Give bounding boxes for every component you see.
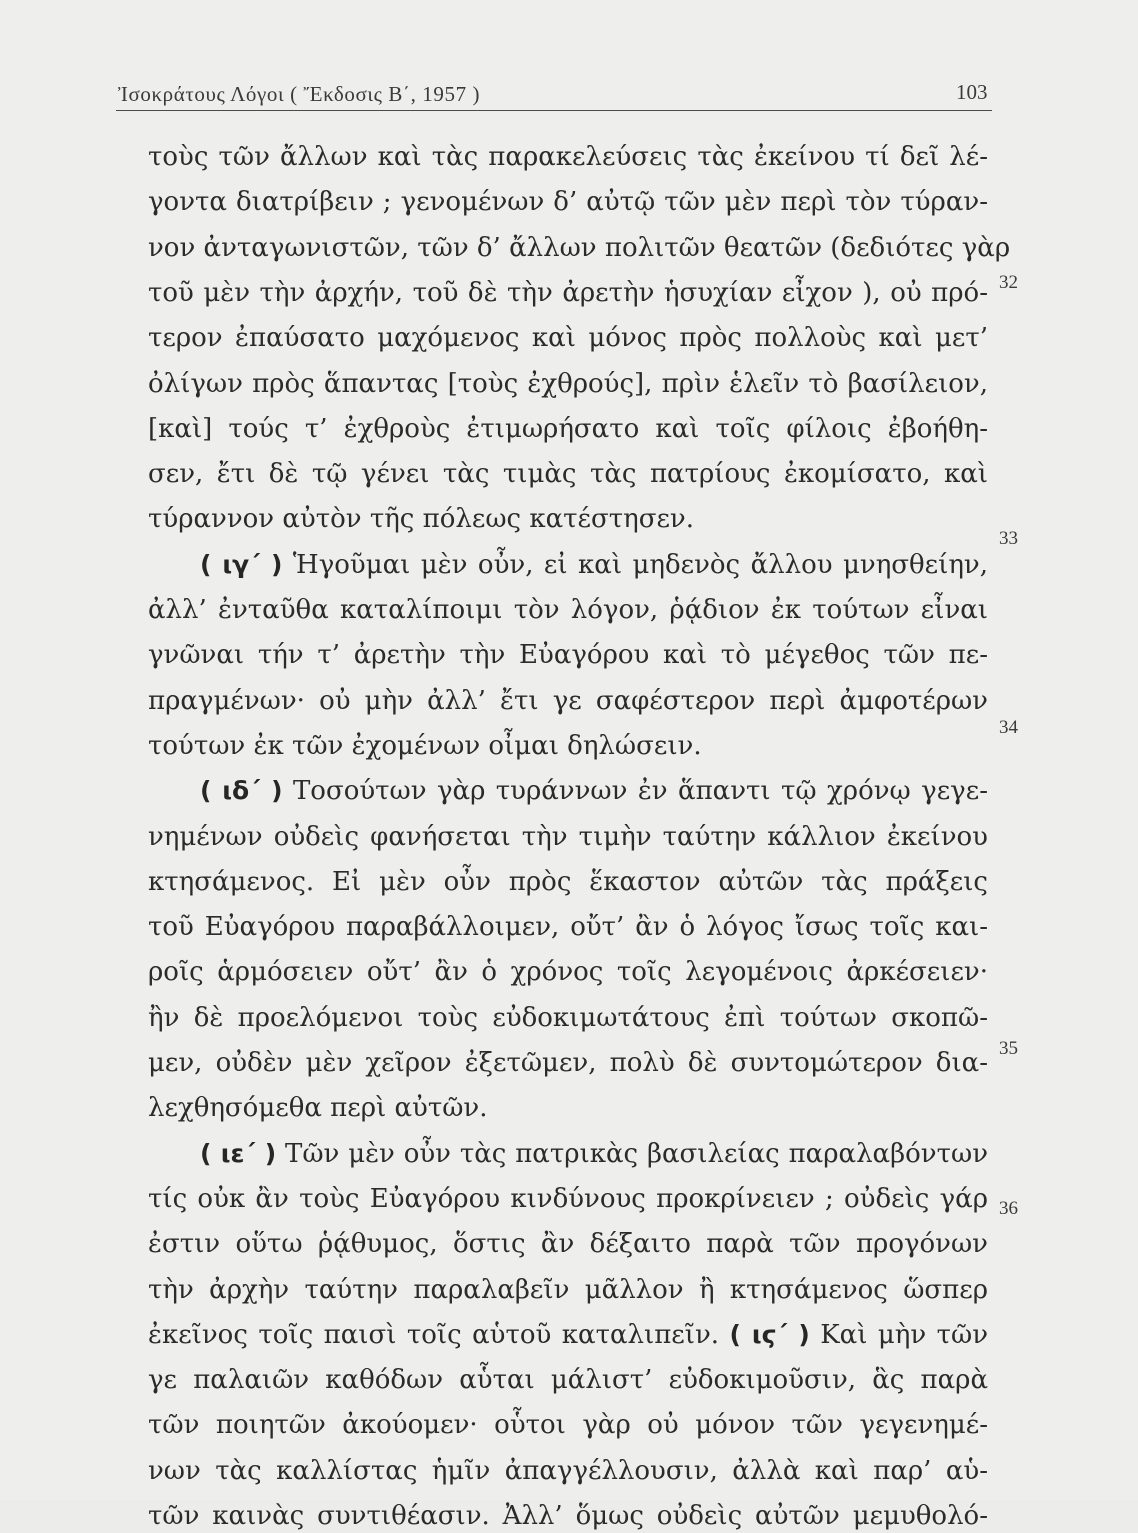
header-rule [116,110,992,111]
text-line [148,1001,988,1035]
text-line [148,1499,988,1533]
line-text: ἐστιν οὕτω ῥᾴθυμος, ὅστις ἂν δέξαιτο παρὰ τῶν προγόνων [148,1229,988,1259]
line-text: μεν, οὐδὲν μὲν χεῖρον ἐξετῶμεν, πολὺ δὲ συντομώτερον δια- [148,1048,988,1078]
section-label: ( ιγ΄ ) [200,550,283,579]
text-line [148,1408,988,1442]
page-number: 103 [956,80,988,104]
margin-section-number: 32 [999,272,1018,293]
margin-section-number: 36 [999,1198,1018,1219]
line-text: ἢν δὲ προελόμενοι τοὺς εὐδοκιμωτάτους ἐπὶ τούτων σκοπῶ- [148,1003,988,1033]
line-text: τύραννον αὐτὸν τῆς πόλεως κατέστησεν. [148,504,694,534]
text-line [200,548,988,582]
text-line [148,321,988,355]
line-text: ἐκεῖνος τοῖς παισὶ τοῖς αὑτοῦ καταλιπεῖν. [148,1320,720,1350]
text-line [148,185,988,219]
line-text: Ἡγοῦμαι μὲν οὖν, εἰ καὶ μηδενὸς ἄλλου μνησθείην, [282,550,988,580]
line-text: τερον ἐπαύσατο μαχόμενος καὶ μόνος πρὸς πολλοὺς καὶ μετ’ [148,323,988,353]
line-text: ροῖς ἁρμόσειεν οὔτ’ ἂν ὁ χρόνος τοῖς λεγομένοις ἀρκέσειεν· [148,957,988,987]
line-text: τοῦ μὲν τὴν ἀρχήν, τοῦ δὲ τὴν ἀρετὴν ἡσυχίαν εἶχον ), οὐ πρό- [148,278,988,308]
text-line [148,1046,988,1080]
line-text: τοῦ Εὐαγόρου παραβάλλοιμεν, οὔτ’ ἂν ὁ λόγος ἴσως τοῖς και- [148,912,988,942]
text-line [148,1363,988,1397]
line-text: νων τὰς καλλίστας ἡμῖν ἀπαγγέλλουσιν, ἀλλὰ καὶ παρ’ αὑ- [148,1456,988,1486]
text-line [148,1227,988,1261]
margin-section-number: 35 [999,1038,1018,1059]
text-line [200,1137,988,1171]
text-line [148,820,988,854]
line-text: τούτων ἐκ τῶν ἐχομένων οἶμαι δηλώσειν. [148,731,702,761]
text-line [148,729,988,763]
section-label: ( ιϛ΄ ) [729,1320,810,1349]
line-text: [καὶ] τούς τ’ ἐχθροὺς ἐτιμωρήσατο καὶ τοῖς φίλοις ἐβοήθη- [148,414,988,444]
running-head: Ἰσοκράτους Λόγοι ( Ἔκδοσις Β΄, 1957 ) [118,82,481,106]
text-line [148,1091,988,1125]
text-line [148,1318,988,1352]
text-line [148,457,988,491]
line-text: κτησάμενος. Εἰ μὲν οὖν πρὸς ἕκαστον αὐτῶν τὰς πράξεις [148,867,988,897]
line-text: νημένων οὐδεὶς φανήσεται τὴν τιμὴν ταύτην κάλλιον ἐκείνου [148,822,988,852]
text-line [148,502,988,536]
line-text: τίς οὐκ ἂν τοὺς Εὐαγόρου κινδύνους προκρίνειεν ; οὐδεὶς γάρ [148,1184,988,1214]
text-line [148,276,988,310]
line-text: λεχθησόμεθα περὶ αὐτῶν. [148,1093,488,1123]
line-text: τῶν ποιητῶν ἀκούομεν· οὗτοι γὰρ οὐ μόνον τῶν γεγενημέ- [148,1410,988,1440]
line-text: τῶν καινὰς συντιθέασιν. Ἀλλ’ ὅμως οὐδεὶς αὐτῶν μεμυθολό- [148,1501,988,1531]
text-line [148,593,988,627]
line-text: Τοσούτων γὰρ τυράννων ἐν ἅπαντι τῷ χρόνῳ γεγε- [282,776,988,806]
line-text: γοντα διατρίβειν ; γενομένων δ’ αὐτῷ τῶν μὲν περὶ τὸν τύραν- [148,187,988,217]
line-text: ἀλλ’ ἐνταῦθα καταλίποιμι τὸν λόγον, ῥᾴδιον ἐκ τούτων εἶναι [148,595,988,625]
text-line [148,1454,988,1488]
text-line [148,140,988,174]
text-line [148,684,988,718]
margin-section-number: 33 [999,528,1018,549]
line-text: πραγμένων· οὐ μὴν ἀλλ’ ἔτι γε σαφέστερον περὶ ἀμφοτέρων [148,686,988,716]
line-text: ὀλίγων πρὸς ἅπαντας [τοὺς ἐχθρούς], πρὶν ἑλεῖν τὸ βασίλειον, [148,369,988,399]
text-line [148,412,988,446]
text-line [148,1273,988,1307]
text-line [148,955,988,989]
line-text: τοὺς τῶν ἄλλων καὶ τὰς παρακελεύσεις τὰς ἐκείνου τί δεῖ λέ- [148,142,988,172]
section-label: ( ιδ΄ ) [200,776,283,805]
line-text: Καὶ μὴν τῶν [809,1320,989,1350]
text-line [148,865,988,899]
text-line [200,774,988,808]
text-line [148,367,988,401]
line-text: Τῶν μὲν οὖν τὰς πατρικὰς βασιλείας παραλαβόντων [276,1139,988,1169]
line-text: νον ἀνταγωνιστῶν, τῶν δ’ ἄλλων πολιτῶν θεατῶν (δεδιότες γὰρ [148,233,1011,263]
text-line [148,231,1011,265]
text-line [148,1182,988,1216]
line-text: σεν, ἔτι δὲ τῷ γένει τὰς τιμὰς τὰς πατρίους ἐκομίσατο, καὶ [148,459,988,489]
text-line [148,638,988,672]
margin-section-number: 34 [999,717,1018,738]
text-line [148,910,988,944]
line-text: γε παλαιῶν καθόδων αὗται μάλιστ’ εὐδοκιμοῦσιν, ἃς παρὰ [148,1365,988,1395]
line-text: γνῶναι τήν τ’ ἀρετὴν τὴν Εὐαγόρου καὶ τὸ μέγεθος τῶν πε- [148,640,988,670]
section-label: ( ιε΄ ) [200,1139,277,1168]
line-text: τὴν ἀρχὴν ταύτην παραλαβεῖν μᾶλλον ἢ κτησάμενος ὥσπερ [148,1275,988,1305]
